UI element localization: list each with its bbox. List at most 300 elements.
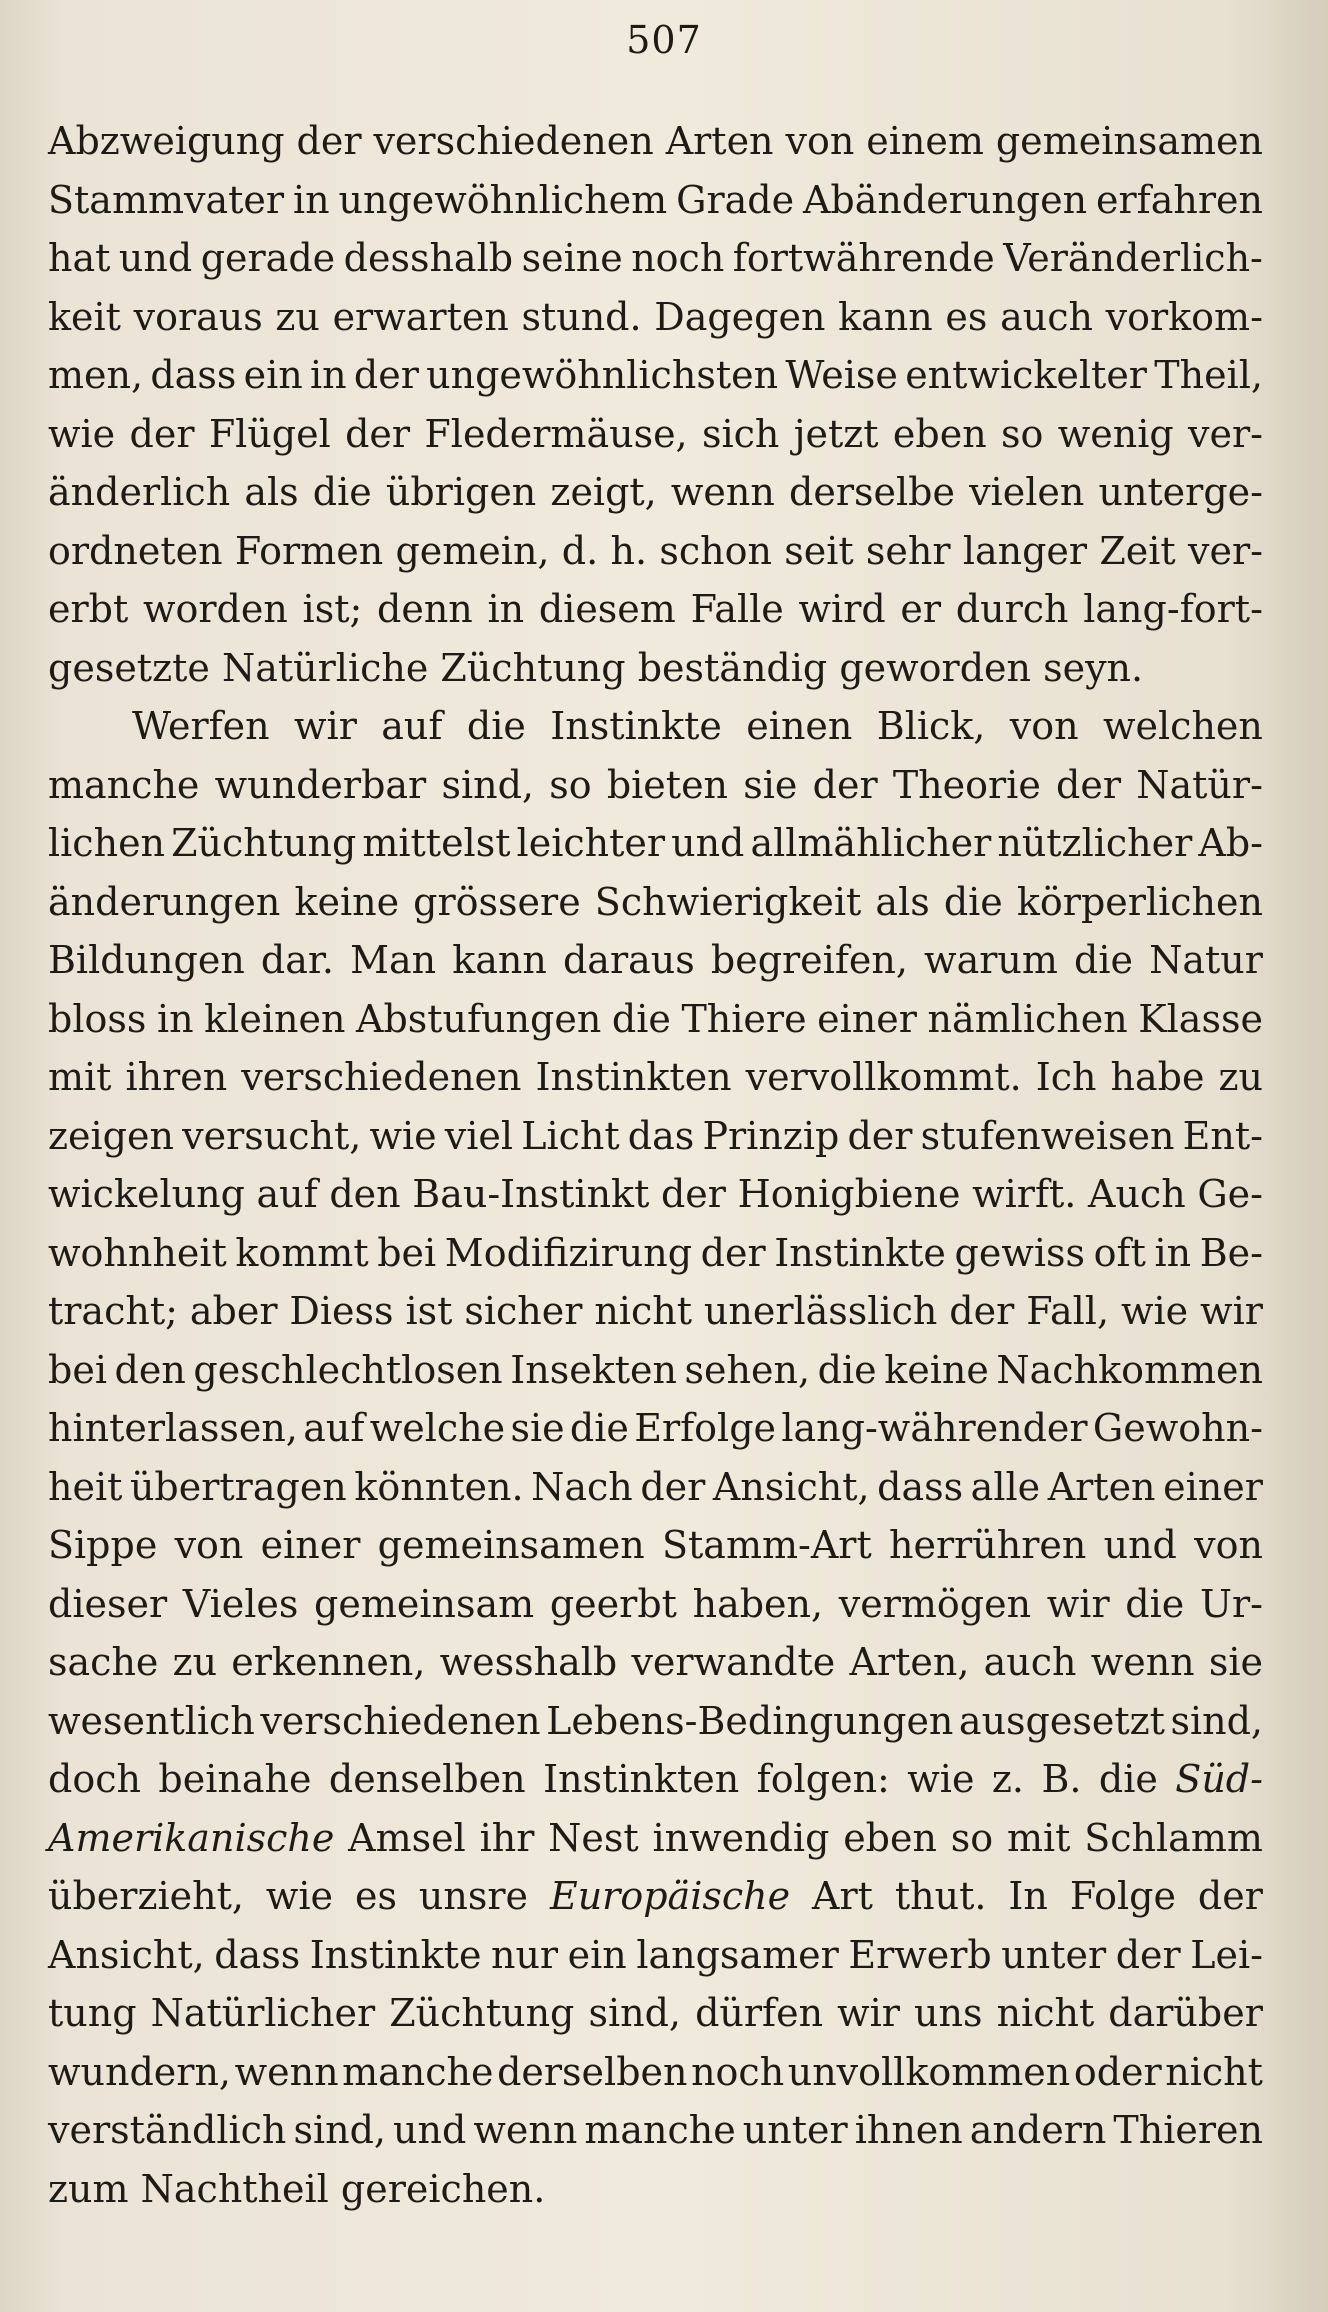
word: überzieht, <box>48 1874 244 1918</box>
word: ausgesetzt <box>958 1698 1165 1743</box>
word: beinahe <box>158 1757 312 1801</box>
word: und <box>1103 1523 1177 1567</box>
text-line <box>48 1867 1263 1926</box>
word: manche <box>342 2049 494 2094</box>
word: und <box>118 236 193 280</box>
word: Ich <box>1035 1055 1097 1099</box>
word: Vieles <box>182 1581 299 1626</box>
word: Abzweigung <box>48 119 285 163</box>
word: Fledermäuse, <box>424 411 688 456</box>
word: einer <box>1163 1464 1263 1509</box>
word: sicher <box>464 1289 583 1333</box>
word: gemeinsamen <box>377 1523 645 1567</box>
word: lang-fort- <box>1083 587 1263 631</box>
word: bloss <box>48 996 147 1041</box>
word: vermögen <box>838 1581 1032 1626</box>
word: gerade <box>200 236 336 280</box>
word: tung <box>48 1991 137 2035</box>
italic-word: Europäische <box>549 1874 791 1918</box>
word: mittelst <box>362 821 511 865</box>
word: verschiedenen <box>373 119 654 163</box>
word: haben, <box>692 1581 824 1626</box>
word: auch <box>983 1640 1077 1684</box>
word: nicht <box>594 1289 692 1333</box>
word: keine <box>294 879 400 924</box>
word: bei <box>377 1230 437 1275</box>
word: sind, <box>588 1991 681 2035</box>
word: Ur- <box>1199 1581 1263 1626</box>
word: wickelung <box>48 1172 245 1216</box>
word: voraus <box>133 294 263 339</box>
word: Lei- <box>1190 1932 1263 1977</box>
word: zu <box>172 1640 218 1684</box>
word: keine <box>884 1347 989 1392</box>
word: wenig <box>1057 411 1174 456</box>
word: auf <box>256 1172 318 1216</box>
word: der <box>640 1464 706 1509</box>
word: auf <box>303 1406 365 1450</box>
word: ungewöhnlichsten <box>426 353 779 397</box>
text-line <box>48 1282 1263 1341</box>
word: einer <box>260 1523 361 1567</box>
word: ungewöhnlichem <box>338 177 668 222</box>
word: noch <box>631 236 725 280</box>
text-line <box>48 814 1263 873</box>
word: Prinzip <box>702 1113 840 1158</box>
word: Abänderungen <box>802 177 1088 222</box>
text-line <box>48 1107 1263 1166</box>
word: versucht, <box>182 1113 362 1158</box>
word: Instinkten <box>535 1055 732 1099</box>
text-line <box>48 171 1263 230</box>
word: unerlässlich <box>703 1289 938 1333</box>
word: wenn <box>473 2108 578 2152</box>
word: verschiedenen <box>260 1698 541 1743</box>
word: der <box>129 411 195 456</box>
word: Erwerb <box>848 1932 992 1977</box>
word: gewiss <box>954 1230 1086 1275</box>
word: allmählicher <box>750 821 992 865</box>
word: heit <box>48 1464 123 1509</box>
word: Bildungen <box>48 938 245 982</box>
word: Auch <box>1088 1172 1186 1216</box>
word: bei <box>48 1347 107 1392</box>
word: zeigt, <box>550 470 657 514</box>
word: ihnen <box>854 2108 963 2152</box>
text-line <box>48 1750 1263 1809</box>
word: Züchtung <box>389 1991 575 2035</box>
word: Klasse <box>1138 996 1263 1041</box>
word: sie <box>510 1406 565 1450</box>
word: sind, <box>293 2108 386 2152</box>
word: Ansicht, <box>48 1932 205 1977</box>
word: Thieren <box>1113 2108 1263 2152</box>
text-line <box>48 1165 1263 1224</box>
word: Stammvater <box>48 177 285 222</box>
word: geschlechtlosen <box>193 1347 503 1392</box>
word: z. <box>991 1757 1024 1801</box>
word: grössere <box>413 879 581 924</box>
text-line <box>48 580 1263 639</box>
word: jetzt <box>793 411 879 456</box>
text-line <box>48 112 1263 171</box>
word: Natür- <box>1136 762 1263 807</box>
word: Art <box>812 1874 873 1918</box>
word: die <box>569 1406 629 1450</box>
word: gemein, <box>395 528 550 573</box>
page-number: 507 <box>626 18 702 62</box>
word: Dagegen <box>654 294 826 339</box>
text-line <box>48 873 1263 932</box>
word: nämlichen <box>927 996 1128 1041</box>
word: die <box>943 879 1003 924</box>
word: Nach <box>531 1464 633 1509</box>
word: wir <box>1046 1581 1110 1626</box>
word: so <box>950 1815 994 1860</box>
word: verständlich <box>48 2108 287 2152</box>
word: wundern, <box>48 2049 232 2094</box>
word: zu <box>275 294 320 339</box>
word: einem <box>866 119 984 163</box>
word: derselben <box>497 2049 688 2094</box>
word: stund. <box>521 294 642 339</box>
word: Arten, <box>849 1640 970 1684</box>
word: ein <box>567 1932 627 1977</box>
word: ver- <box>1187 528 1263 573</box>
word: seit <box>784 528 854 573</box>
word: übrigen <box>385 470 537 514</box>
word: Instinkte <box>774 1230 946 1275</box>
word: so <box>549 762 592 807</box>
word: der <box>812 762 878 807</box>
word: Instinkte <box>550 704 722 748</box>
word: wohnheit <box>48 1230 227 1275</box>
text-line <box>48 1692 1263 1751</box>
word: änderungen <box>48 879 281 924</box>
word: men, <box>48 353 144 397</box>
word: Natürliche <box>221 645 429 690</box>
word: unterge- <box>1098 470 1263 514</box>
word: tracht; <box>48 1289 178 1333</box>
text-line <box>48 229 1263 288</box>
word: manche <box>584 2108 736 2152</box>
word: welche <box>369 1406 506 1450</box>
word: unter <box>742 2108 848 2152</box>
word: von <box>174 1523 244 1567</box>
word: der <box>353 353 419 397</box>
word: worden <box>142 587 288 631</box>
word: die <box>312 470 372 514</box>
word: durch <box>955 587 1069 631</box>
word: Licht <box>521 1113 620 1158</box>
word: er <box>900 587 942 631</box>
text-line <box>48 288 1263 347</box>
word: kann <box>838 294 933 339</box>
word: Nachtheil <box>140 2166 329 2211</box>
word: begreifen, <box>710 938 908 982</box>
word: sehen, <box>684 1347 811 1392</box>
word: Sippe <box>48 1523 158 1567</box>
word: der <box>1197 1874 1263 1918</box>
word: ordneten <box>48 528 223 573</box>
text-line <box>48 405 1263 464</box>
word: sind, <box>441 762 534 807</box>
word: die <box>1074 938 1133 982</box>
word: Bau-Instinkt <box>412 1172 650 1216</box>
text-line <box>48 1809 1263 1868</box>
word: inwendig <box>652 1815 830 1860</box>
word: sie <box>743 762 798 807</box>
word: nützlicher <box>997 821 1193 865</box>
word: vervollkommt. <box>745 1055 1022 1099</box>
word: Arten <box>1047 1464 1156 1509</box>
word: Gewohn- <box>1092 1406 1263 1450</box>
word: Insekten <box>510 1347 677 1392</box>
word: diesem <box>538 587 676 631</box>
word: alle <box>970 1464 1041 1509</box>
word: habe <box>1110 1055 1205 1099</box>
word: es <box>354 1874 397 1918</box>
word: die <box>611 996 671 1041</box>
word: die <box>466 704 526 748</box>
word: als <box>875 879 930 924</box>
word: Veränderlich- <box>1003 236 1263 280</box>
word: Thiere <box>681 996 807 1041</box>
word: seine <box>521 236 623 280</box>
word: viel <box>444 1113 514 1158</box>
text-line <box>48 1633 1263 1692</box>
word: der <box>1056 762 1122 807</box>
word: der <box>1115 1932 1181 1977</box>
word: unvollkommen <box>787 2049 1071 2094</box>
word: dass <box>877 1464 964 1509</box>
word: oder <box>1073 2049 1162 2094</box>
word: Folge <box>1069 1874 1176 1918</box>
word: gemeinsam <box>314 1581 535 1626</box>
word: wie <box>1120 1289 1189 1333</box>
word: andern <box>969 2108 1107 2152</box>
text-line <box>48 1516 1263 1575</box>
text-line <box>48 1224 1263 1283</box>
word: Nachkommen <box>996 1347 1263 1392</box>
word: stufenweisen <box>920 1113 1175 1158</box>
word: sie <box>1208 1640 1263 1684</box>
word: Lebens-Bedingungen <box>546 1698 954 1743</box>
word: zum <box>48 2166 129 2211</box>
word: körperlichen <box>1016 879 1263 924</box>
word: B. <box>1041 1757 1082 1801</box>
word: erkennen, <box>231 1640 426 1684</box>
word: dar. <box>260 938 334 982</box>
word: wie <box>265 1874 334 1918</box>
word: die <box>1098 1757 1158 1801</box>
word: aber <box>189 1289 278 1333</box>
word: folgen: <box>756 1757 890 1801</box>
word: sind, <box>1170 1698 1263 1743</box>
word: von <box>1194 1523 1263 1567</box>
word: einer <box>817 996 917 1041</box>
word: Falle <box>690 587 784 631</box>
word: der <box>296 119 362 163</box>
word: dieser <box>48 1581 168 1626</box>
word: dass <box>214 1932 301 1977</box>
word: wir <box>1200 1289 1263 1333</box>
word: thut. <box>894 1874 987 1918</box>
word: Instinkte <box>309 1932 482 1977</box>
word: denselben <box>328 1757 526 1801</box>
word: in <box>1154 1230 1192 1275</box>
word: manche <box>48 762 200 807</box>
word: ist; <box>302 587 363 631</box>
word: Werfen <box>132 704 270 748</box>
word: Diess <box>289 1289 394 1333</box>
word: denn <box>377 587 473 631</box>
word: Schlamm <box>1084 1815 1263 1860</box>
word: auch <box>1000 294 1093 339</box>
word: Arten <box>665 119 774 163</box>
word: d. <box>561 528 599 573</box>
word: ihren <box>125 1055 228 1099</box>
word: in <box>309 353 347 397</box>
word: sehr <box>865 528 951 573</box>
word: Ansicht, <box>712 1464 870 1509</box>
word: erbt <box>48 587 129 631</box>
word: übertragen <box>129 1464 347 1509</box>
word: einen <box>746 704 853 748</box>
word: Blick, <box>876 704 986 748</box>
word: Weise <box>785 353 898 397</box>
text-line <box>48 1984 1263 2043</box>
word: auf <box>381 704 443 748</box>
word: unsre <box>418 1874 529 1918</box>
word: lang-währender <box>781 1406 1088 1450</box>
word: Flügel <box>208 411 331 456</box>
word: Fall, <box>1026 1289 1110 1333</box>
word: Ab- <box>1198 821 1263 865</box>
word: eben <box>843 1815 937 1860</box>
word: und <box>393 2108 467 2152</box>
word: den <box>114 1347 186 1392</box>
word: Amsel <box>348 1815 466 1860</box>
word: geworden <box>839 645 1031 690</box>
word: den <box>329 1172 401 1216</box>
word: sache <box>48 1640 159 1684</box>
word: lichen <box>48 821 166 865</box>
text-line <box>48 1458 1263 1517</box>
word: Ent- <box>1182 1113 1263 1158</box>
word: Man <box>350 938 437 982</box>
text-line <box>48 756 1263 815</box>
word: die <box>1125 1581 1185 1626</box>
word: wir <box>294 704 357 748</box>
word: verschiedenen <box>241 1055 522 1099</box>
word: von <box>785 119 855 163</box>
word: uns <box>914 1991 983 2035</box>
word: könnten. <box>354 1464 524 1509</box>
word: langer <box>962 528 1088 573</box>
text-line <box>48 2160 1263 2219</box>
word: der <box>700 1230 766 1275</box>
word: und <box>671 821 745 865</box>
word: derselbe <box>789 470 955 514</box>
word: gemeinsamen <box>995 119 1263 163</box>
italic-word: Amerikanische <box>48 1815 335 1860</box>
word: verwandte <box>631 1640 836 1684</box>
word: geerbt <box>549 1581 677 1626</box>
word: so <box>1001 411 1044 456</box>
text-line <box>48 1575 1263 1634</box>
word: beständig <box>637 645 828 690</box>
word: ein <box>243 353 303 397</box>
word: Natur <box>1149 938 1263 982</box>
word: Honigbiene <box>737 1172 961 1216</box>
word: Ge- <box>1197 1172 1263 1216</box>
word: zu <box>1218 1055 1263 1099</box>
word: es <box>945 294 988 339</box>
word: Züchtung <box>440 645 626 690</box>
word: doch <box>48 1757 141 1801</box>
text-line <box>48 1048 1263 1107</box>
word: ist <box>405 1289 453 1333</box>
word: Zeit <box>1099 528 1176 573</box>
word: zeigen <box>48 1113 174 1158</box>
word: noch <box>691 2049 785 2094</box>
word: vielen <box>969 470 1085 514</box>
word: Modifizirung <box>444 1230 693 1275</box>
text-line <box>48 1926 1263 1985</box>
word: der <box>847 1113 913 1158</box>
word: mit <box>1006 1815 1071 1860</box>
word: in <box>156 996 194 1041</box>
word: wenn <box>1090 1640 1195 1684</box>
word: nur <box>490 1932 559 1977</box>
word: unter <box>1001 1932 1107 1977</box>
text-line <box>48 697 1263 756</box>
word: als <box>244 470 299 514</box>
word: wie <box>48 411 116 456</box>
word: Theil, <box>1154 353 1263 397</box>
text-line <box>48 2101 1263 2160</box>
word: Erfolge <box>634 1406 777 1450</box>
word: erfahren <box>1095 177 1263 222</box>
word: kleinen <box>204 996 346 1041</box>
word: hinterlassen, <box>48 1406 298 1450</box>
word: änderlich <box>48 470 231 514</box>
word: wird <box>798 587 886 631</box>
word: In <box>1008 1874 1048 1918</box>
word: Formen <box>234 528 384 573</box>
word: vorkom- <box>1105 294 1263 339</box>
text-line <box>48 522 1263 581</box>
word: das <box>627 1113 695 1158</box>
word: Instinkten <box>543 1757 740 1801</box>
word: daraus <box>562 938 695 982</box>
word: von <box>1009 704 1079 748</box>
word: bieten <box>606 762 729 807</box>
word: Natürlicher <box>150 1991 376 2035</box>
word: wenn <box>670 470 775 514</box>
text-line <box>48 346 1263 405</box>
word: der <box>660 1172 726 1216</box>
word: Züchtung <box>171 821 357 865</box>
word: sich <box>701 411 780 456</box>
text-line <box>48 931 1263 990</box>
word: welchen <box>1103 704 1263 748</box>
word: wie <box>369 1113 437 1158</box>
word: gesetzte <box>48 645 210 690</box>
word: desshalb <box>343 236 514 280</box>
word: wunderbar <box>214 762 427 807</box>
